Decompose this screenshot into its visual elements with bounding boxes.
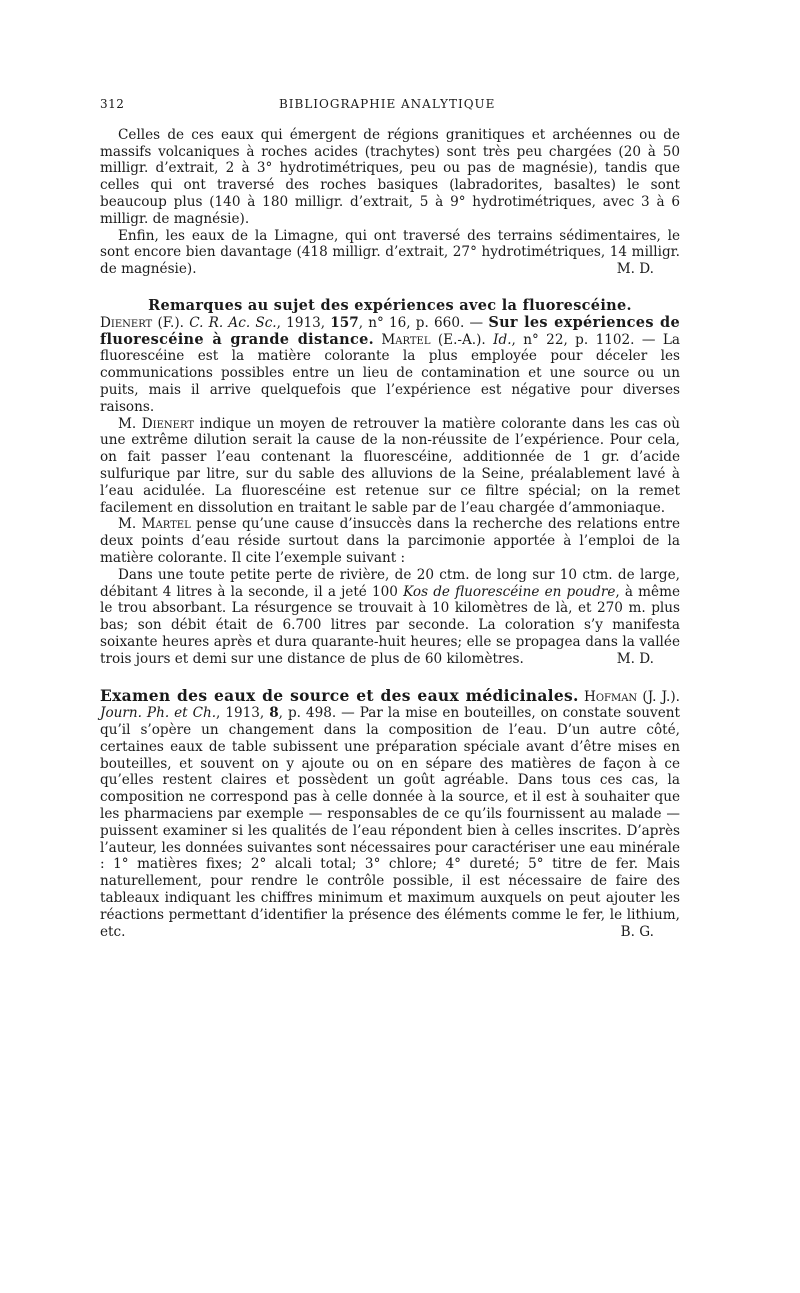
citation-initial: (F.). (152, 314, 190, 331)
running-title: BIBLIOGRAPHIE ANALYTIQUE (278, 97, 496, 111)
review-2-signature: B. G. (620, 923, 654, 940)
paragraph-text: indique un moyen de retrouver la matière colorante dans les cas où une extrême dilution serait la cause de la non-réussite de l’expérience. Pour cela, on fait passer l’eau contenant la fluorescéine, additionnée de 1 gr. d’acide sulfurique par litre, sur du sable des alluvions de la Seine, préalablement lavé à l’eau acidulée. La fluorescéine est retenue sur ce filtre spécial; on la remet facilement en dissolution en traitant le sable par de l’eau chargée d’ammoniaque. (100, 415, 680, 516)
citation-initial-2: (E.-A.). (430, 331, 494, 348)
review-citation-paragraph (100, 315, 680, 416)
review-title: Remarques au sujet des expériences avec la fluorescéine. (148, 296, 632, 314)
citation-year: , 1913, (216, 705, 270, 722)
prefix: M. (118, 516, 142, 533)
review-body-1: , n° 22, p. 1102. — La fluorescéine est la matière colorante la plus employée pour déceler les communications possibles entre un lieu de contamination et une source ou un puits, mais il arrive quelquefois que l’expérience est négative pour diverses raisons. (100, 331, 680, 415)
author-inline: Dienert (141, 415, 194, 432)
paragraph-text: Dans une toute petite perte de rivière, de 20 ctm. de long sur 10 ctm. de large, débitant 4 litres à la seconde, il a jeté 100 (100, 566, 680, 600)
running-head (100, 96, 680, 113)
review-subtitle: Sur les expériences de fluorescéine à grande distance. (100, 313, 680, 348)
author-martel: Martel (373, 331, 431, 348)
italic-phrase: Kos de fluorescéine en poudre (403, 583, 616, 600)
intro-paragraph-2 (100, 228, 680, 278)
intro-paragraph-2-text: Enfin, les eaux de la Limagne, qui ont traversé des terrains sédimentaires, le sont encore bien davantage (418 milligr. d’extrait, 27° hydrotimétriques, 14 milligr. de magnésie). (100, 227, 680, 278)
prefix: M. (118, 415, 142, 432)
review-paragraph-2 (100, 416, 680, 517)
author-hofman: Hofman (578, 688, 638, 705)
review-2-body: , p. 498. — Par la mise en bouteilles, on constate souvent qu’il s’opère un changement dans la composition de l’eau. D’un autre côté, certaines eaux de table subissent une préparation spéciale avant d’être mises en bouteilles, et souvent on y ajoute ou on en sépare des matières de façon à ce qu’elles restent claires et possèdent un goût agréable. Dans tous ces cas, la composition ne correspond pas à celle donnée à la source, et il est à souhaiter que les pharmaciens par exemple — responsables de ce qu’ils fournissent au malade — puissent examiner si les qualités de l’eau répondent bien à celles inscrites. D’après l’auteur, les données suivantes sont nécessaires pour caractériser une eau minérale : 1° matières fixes; 2° alcali total; 3° chlore; 4° dureté; 5° titre de fer. Mais naturellement, pour rendre le contrôle possible, il est nécessaire de faire des tableaux indiquant les chiffres minimum et maximum auxquels on peut ajouter les réactions permettant d’identifier la présence des éléments comme le fer, le lithium, etc. (100, 705, 680, 940)
volume-number: 8 (269, 705, 279, 722)
citation-initial: (J. J.). (637, 688, 680, 705)
paragraph-text: pense qu’une cause d’insuccès dans la recherche des relations entre deux points d’eau réside surtout dans la parcimonie apportée à l’emploi de la matière colorante. Il cite l’exemple suivant : (100, 516, 680, 566)
journal-name-2: Id. (493, 331, 512, 348)
document-page (100, 96, 680, 940)
citation-year: , 1913, (276, 314, 331, 331)
review-examen-eaux (100, 685, 680, 941)
review-2-title: Examen des eaux de source et des eaux médicinales. (100, 685, 579, 705)
intro-paragraph-1: Celles de ces eaux qui émergent de régions granitiques et archéennes ou de massifs volcaniques à roches acides (trachytes) sont très peu chargées (20 à 50 milligr. d’extrait, 2 à 3° hydrotimétriques, peu ou pas de magnésie), tandis que celles qui ont traversé des roches basiques (labradorites, basaltes) le sont beaucoup plus (140 à 180 milligr. d’extrait, 5 à 9° hydrotimétriques, avec 3 à 6 milligr. de magnésie). (100, 126, 680, 227)
review-paragraph-3 (100, 516, 680, 566)
review-signature: M. D. (616, 650, 654, 667)
review-2-paragraph (100, 685, 680, 941)
review-fluoresceine (100, 298, 680, 668)
review-title-line (100, 298, 680, 315)
paragraph-text-2: , à même le trou absorbant. La résurgence se trouvait à 10 kilomètres de là, et 270 m. plus bas; son débit était de 6.700 litres par seconde. La coloration s’y manifesta soixante heures après et dura quarante-huit heures; elle se propagea dans la vallée trois jours et demi sur une distance de plus de 60 kilomètres. (100, 583, 681, 667)
citation-rest: , n° 16, p. 660. — (358, 314, 489, 331)
journal-name: Journ. Ph. et Ch. (100, 705, 217, 722)
author-inline: Martel (141, 516, 191, 533)
journal-name: C. R. Ac. Sc. (189, 314, 277, 331)
author-dienert: Dienert (100, 314, 153, 331)
intro-block (100, 127, 680, 278)
intro-signature: M. D. (616, 261, 654, 278)
page-number: 312 (100, 97, 125, 111)
volume-number: 157 (330, 314, 359, 331)
review-paragraph-4 (100, 567, 680, 668)
